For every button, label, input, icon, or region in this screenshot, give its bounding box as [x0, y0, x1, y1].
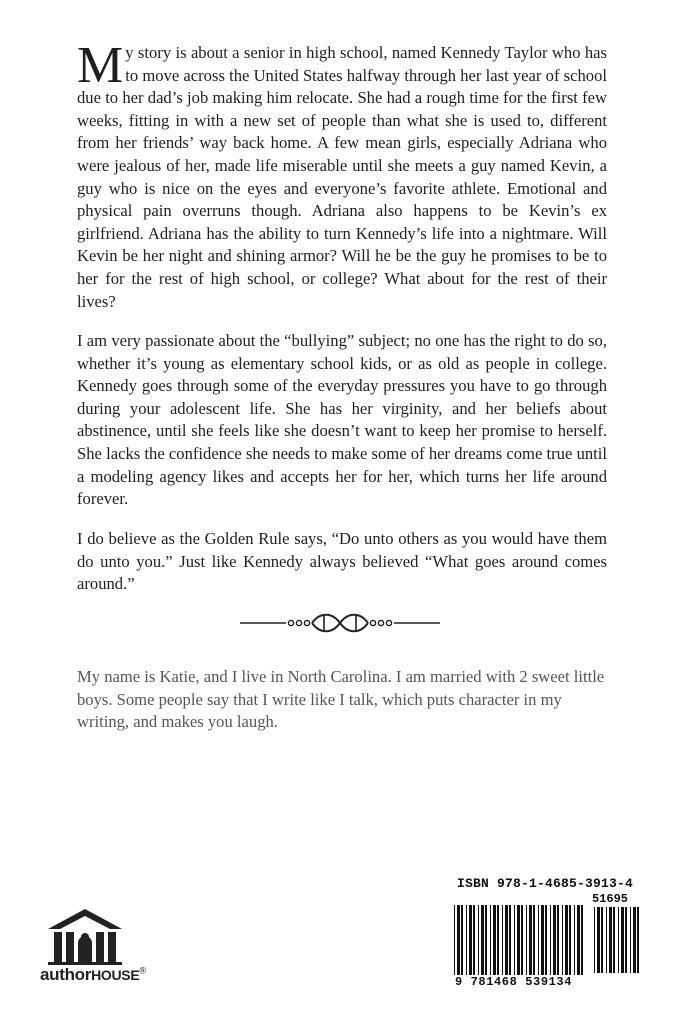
- synopsis-paragraph-1-text: y story is about a senior in high school, named Kennedy Taylor who has to move across the United States halfway through her last year of school due to her dad’s job making him relocate. She had a rough time for the first few weeks, fitting in with a new set of people than what she is used to, different from her friends’ way back home. A few mean girls, especially Adriana who were jealous of her, made life miserable until she meets a guy named Kevin, a guy who is nice on the eyes and everyone’s favorite athlete. Emotional and physical pain overruns though. Adriana also happens to be Kevin’s ex girlfriend. Adriana has the ability to turn Kennedy’s life into a nightmare. Will Kevin be her night and shining armor? Will he be the guy he promises to be to her for the rest of high school, or college? What about for the rest of their lives?: [77, 43, 607, 311]
- barcode-addon-digits: 51695: [592, 892, 629, 906]
- registered-mark: ®: [139, 965, 146, 976]
- barcode-addon-icon: [592, 907, 644, 975]
- synopsis-paragraph-2: I am very passionate about the “bullying” subject; no one has the right to do so, whether it’s young as elementary school kids, or as old as people in college. Kennedy goes through some of the everyday pressures you have to go through during your adolescent life. She has her virginity, and her beliefs about abstinence, until she feels like she doesn’t want to keep her promise to herself. She lacks the confidence she needs to make some of her dreams come true until a modeling agency likes and accepts her for her, which turns her life around forever.: [77, 331, 607, 509]
- synopsis-paragraph-1: [77, 37, 607, 313]
- author-bio: My name is Katie, and I live in North Carolina. I am married with 2 sweet little boys. Some people say that I write like I talk, which puts character in my writing, and makes you laugh.: [77, 667, 605, 732]
- publisher-name: [40, 965, 170, 985]
- authorhouse-logo-icon: [40, 905, 130, 965]
- publisher-name-part2: HOUSE: [91, 967, 140, 983]
- drop-cap: M: [77, 37, 124, 94]
- barcode-digits: 9 781468 539134: [455, 975, 573, 989]
- publisher-name-part1: author: [40, 965, 92, 984]
- ornament-divider-icon: [240, 610, 440, 636]
- barcode-main-icon: [452, 905, 586, 977]
- synopsis-paragraph-3: I do believe as the Golden Rule says, “Do unto others as you would have them do unto you.” Just like Kennedy always believed “What goes around comes around.”: [77, 529, 607, 594]
- isbn-label: ISBN 978-1-4685-3913-4: [457, 876, 634, 891]
